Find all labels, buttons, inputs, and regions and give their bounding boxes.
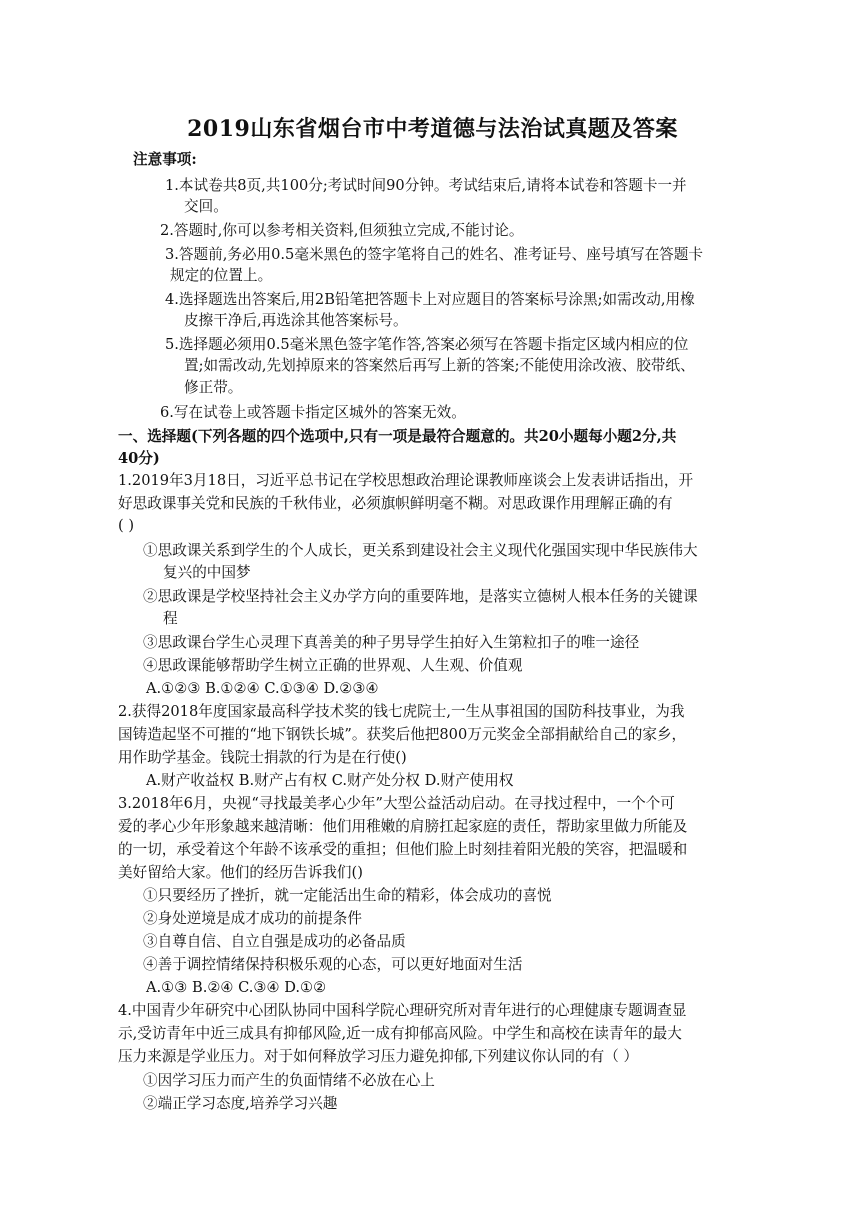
question-stem: 美好留给大家。他们的经历告诉我们(): [118, 864, 363, 881]
question-stem: 4.中国青少年研究中心团队协同中国科学院心理研究所对青年进行的心理健康专题调查显: [118, 1002, 687, 1019]
question-stem: ( ): [118, 517, 135, 534]
notice-heading: 注意事项:: [133, 151, 197, 168]
notice-line: 5.选择题必须用0.5毫米黑色签字笔作答,答案必须写在答题卡指定区域内相应的位: [165, 336, 689, 353]
notice-line: 2.答题时,你可以参考相关资料,但须独立完成,不能讨论。: [160, 222, 524, 239]
question-item: ①因学习压力而产生的负面情绪不必放在心上: [143, 1072, 435, 1089]
question-item: ③思政课台学生心灵理下真善美的种子男导学生拍好入生第粒扣子的唯一途径: [143, 634, 640, 651]
question-stem: 好思政课事关党和民族的千秋伟业，必须旗帜鲜明毫不糊。对思政课作用理解正确的有: [118, 495, 673, 512]
question-stem: 的一切，承受着这个年龄不该承受的重担；但他们脸上时刻挂着阳光般的笑容，把温暖和: [118, 841, 688, 858]
question-item: ②端正学习态度,培养学习兴趣: [143, 1095, 338, 1112]
question-item: ②思政课是学校坚持社会主义办学方向的重要阵地，是落实立德树人根本任务的关键课: [143, 588, 698, 605]
question-item: ①只要经历了挫折，就一定能活出生命的精彩，体会成功的喜悦: [143, 887, 552, 904]
notice-line: 规定的位置上。: [170, 267, 273, 284]
notice-line: 修正带。: [184, 379, 243, 396]
notice-line: 置;如需改动,先划掉原来的答案然后再写上新的答案;不能使用涂改液、胶带纸、: [184, 357, 695, 374]
notice-line: 1.本试卷共8页,共100分;考试时间90分钟。考试结束后,请将本试卷和答题卡一并: [165, 177, 687, 194]
question-stem: 用作助学基金。钱院士捐款的行为是在行使(): [118, 749, 407, 766]
question-item: 复兴的中国梦: [163, 564, 251, 581]
question-item: 程: [163, 610, 178, 627]
question-stem: 国铸造起坚不可摧的“地下钢铁长城”。获奖后他把800万元奖金全部捐献给自己的家乡，: [118, 726, 687, 743]
question-item: ④善于调控情绪保持积极乐观的心态，可以更好地面对生活: [143, 956, 523, 973]
section-heading: 一、选择题(下列各题的四个选项中,只有一项是最符合题意的。共20小题每小题2分,共: [118, 428, 677, 445]
question-options: A.①③ B.②④ C.③④ D.①②: [146, 979, 327, 996]
question-stem: 爱的孝心少年形象越来越清晰：他们用稚嫩的肩膀扛起家庭的责任，帮助家里做力所能及: [118, 818, 688, 835]
question-stem: 示,受访青年中近三成具有抑郁风险,近一成有抑郁高风险。中学生和高校在读青年的最大: [118, 1025, 682, 1042]
question-options: A.①②③ B.①②④ C.①③④ D.②③④: [146, 680, 379, 697]
question-stem: 2.获得2018年度国家最高科学技术奖的钱七虎院士,一生从事祖国的国防科技事业，为我: [118, 703, 685, 720]
question-stem: 1.2019年3月18日，习近平总书记在学校思想政治理论课教师座谈会上发表讲话指出，开: [118, 472, 694, 489]
question-stem: 压力来源是学业压力。对于如何释放学习压力避免抑郁,下列建议你认同的有（ ）: [118, 1048, 639, 1065]
question-stem: 3.2018年6月，央视“寻找最美孝心少年”大型公益活动启动。在寻找过程中，一个个可: [118, 795, 675, 812]
question-item: ②身处逆境是成才成功的前提条件: [143, 910, 362, 927]
notice-line: 皮擦干净后,再选涂其他答案标号。: [184, 312, 408, 329]
section-heading: 40分): [118, 450, 160, 467]
question-item: ③自尊自信、自立自强是成功的必备品质: [143, 933, 406, 950]
question-item: ④思政课能够帮助学生树立正确的世界观、人生观、价值观: [143, 657, 523, 674]
notice-line: 交回。: [184, 198, 228, 215]
notice-line: 3.答题前,务必用0.5毫米黑色的签字笔将自己的姓名、准考证号、座号填写在答题卡: [165, 246, 703, 263]
question-options: A.财产收益权 B.财产占有权 C.财产处分权 D.财产使用权: [146, 772, 514, 789]
notice-line: 4.选择题选出答案后,用2B铅笔把答题卡上对应题目的答案标号涂黑;如需改动,用橡: [165, 291, 695, 308]
question-item: ①思政课关系到学生的个人成长，更关系到建设社会主义现代化强国实现中华民族伟大: [143, 542, 698, 559]
page-title: 2019山东省烟台市中考道德与法治试真题及答案: [187, 116, 678, 142]
notice-line: 6.写在试卷上或答题卡指定区城外的答案无效。: [160, 404, 466, 421]
